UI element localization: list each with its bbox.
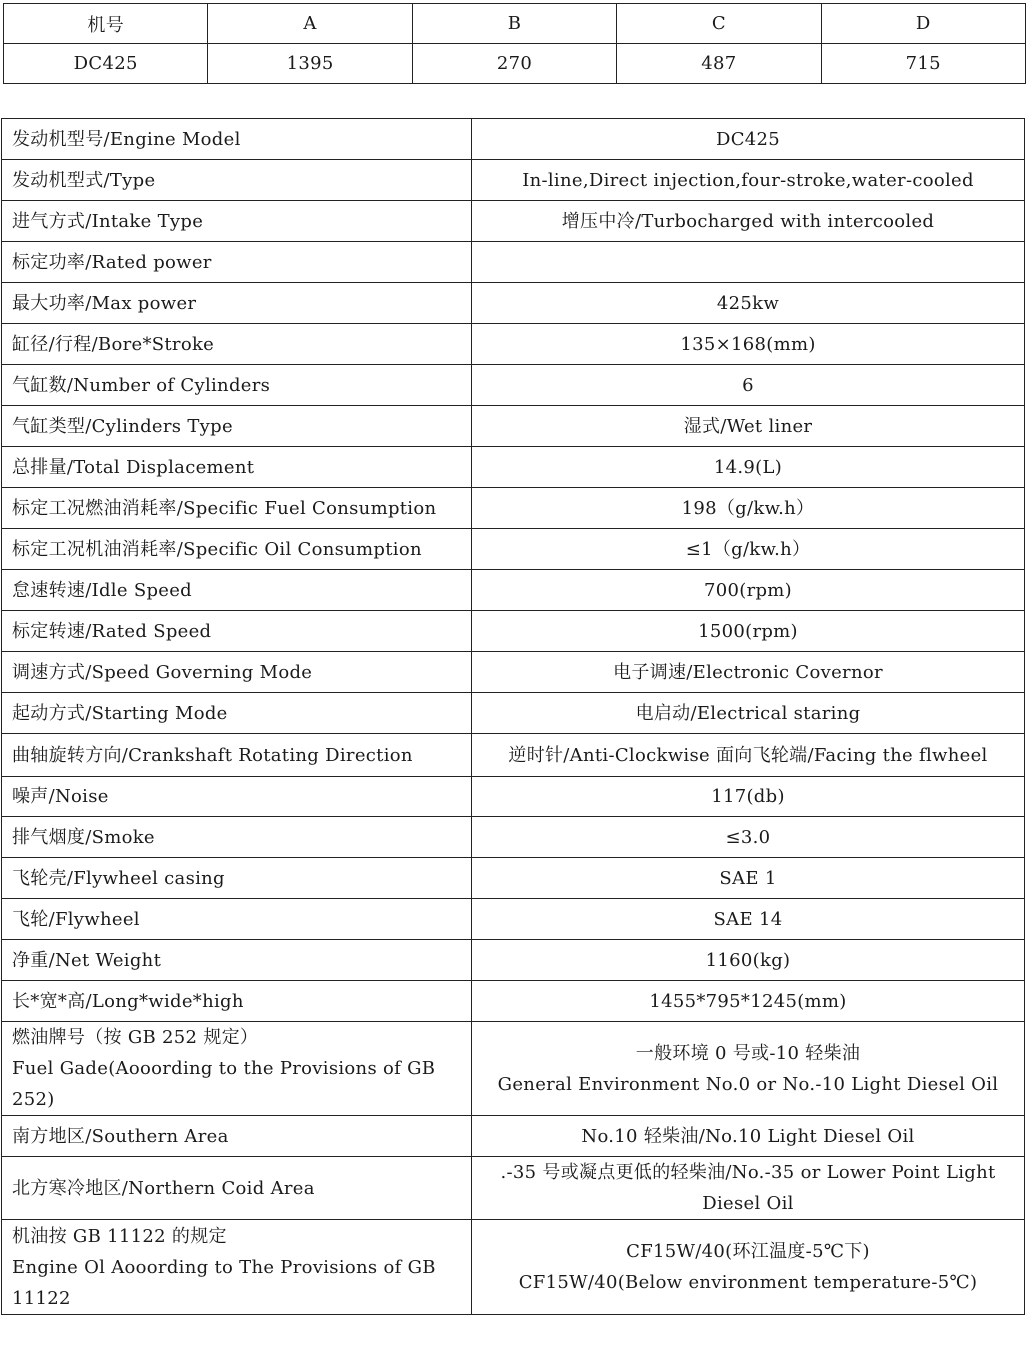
spec-row [2, 817, 1025, 858]
spec-row [2, 858, 1025, 899]
header-cell-a: A [208, 4, 412, 44]
spec-row [2, 488, 1025, 529]
spec-value [472, 1116, 1025, 1157]
spec-value [472, 488, 1025, 529]
spec-label-line: 怠速转速/Idle Speed [12, 579, 193, 601]
spec-label [2, 406, 472, 447]
spec-value-line: 6 [742, 374, 754, 396]
spec-label-line: 燃油牌号（按 GB 252 规定） [12, 1027, 259, 1048]
spec-label-line: 气缸数/Number of Cylinders [12, 374, 271, 396]
spec-label-line: 进气方式/Intake Type [12, 210, 204, 232]
spec-label [2, 693, 472, 734]
spec-row [2, 283, 1025, 324]
spec-row [2, 940, 1025, 981]
spec-label-line: 机油按 GB 11122 的规定 [12, 1225, 227, 1247]
spec-value [472, 1220, 1025, 1315]
spec-label-line: 标定转速/Rated Speed [12, 620, 212, 642]
spec-label [2, 447, 472, 488]
spec-value [472, 160, 1025, 201]
spec-row [2, 570, 1025, 611]
spec-value [472, 447, 1025, 488]
spec-row [2, 119, 1025, 160]
spec-label-line: 11122 [12, 1287, 71, 1309]
data-cell-c: 487 [617, 44, 821, 84]
spec-row [2, 324, 1025, 365]
spec-value [472, 1157, 1025, 1220]
spec-label [2, 981, 472, 1022]
spec-label-line: 排气烟度/Smoke [12, 826, 155, 848]
spec-label [2, 899, 472, 940]
spec-row [2, 693, 1025, 734]
spec-label [2, 858, 472, 899]
spec-row [2, 365, 1025, 406]
spec-label-line: 飞轮/Flywheel [12, 908, 140, 930]
spec-value-line: 增压中冷/Turbocharged with intercooled [561, 210, 935, 232]
spec-label [2, 1220, 472, 1315]
spec-label-line: 长*宽*高/Long*wide*high [12, 990, 244, 1012]
spec-row [2, 406, 1025, 447]
spec-value-line: 1160(kg) [705, 949, 791, 971]
spec-label [2, 160, 472, 201]
spec-value-line: .-35 号或凝点更低的轻柴油/No.-35 or Lower Point Light [500, 1162, 996, 1183]
spec-value-line: 电启动/Electrical staring [635, 702, 861, 724]
spec-row [2, 447, 1025, 488]
spec-row [2, 652, 1025, 693]
header-cell-model: 机号 [4, 4, 208, 44]
spec-value-line: 117(db) [711, 786, 785, 807]
spec-label [2, 1157, 472, 1220]
header-cell-d: D [821, 4, 1025, 44]
spec-label-line: 标定功率/Rated power [12, 251, 212, 273]
spec-label-line: 调速方式/Speed Governing Mode [12, 661, 313, 683]
spec-label [2, 529, 472, 570]
spec-label-line: 总排量/Total Displacement [12, 456, 255, 478]
spec-value [472, 529, 1025, 570]
spec-value [472, 734, 1025, 777]
spec-label-line: 发动机型式/Type [12, 169, 156, 191]
spec-label-line: 净重/Net Weight [12, 949, 162, 971]
spec-value-line: 1500(rpm) [698, 620, 798, 642]
spec-row [2, 899, 1025, 940]
spec-label-line: 252) [12, 1089, 55, 1110]
spec-label-line: 曲轴旋转方向/Crankshaft Rotating Direction [12, 744, 413, 766]
spec-row [2, 734, 1025, 777]
spec-label [2, 817, 472, 858]
spec-value [472, 899, 1025, 940]
data-cell-b: 270 [412, 44, 616, 84]
spec-row [2, 1220, 1025, 1315]
spec-label-line: 气缸类型/Cylinders Type [12, 415, 233, 437]
spec-value [472, 940, 1025, 981]
spec-label [2, 242, 472, 283]
spec-label-line: 最大功率/Max power [12, 292, 197, 314]
spec-value [472, 365, 1025, 406]
spec-label [2, 777, 472, 817]
spec-label-line: 北方寒冷地区/Northern Coid Area [12, 1177, 315, 1199]
spec-label [2, 201, 472, 242]
data-cell-model: DC425 [4, 44, 208, 84]
spec-label [2, 734, 472, 777]
spec-label-line: 南方地区/Southern Area [12, 1125, 229, 1147]
spec-value [472, 858, 1025, 899]
spec-value [472, 119, 1025, 160]
spec-value [472, 693, 1025, 734]
header-cell-b: B [412, 4, 616, 44]
spec-label [2, 365, 472, 406]
spec-label-line: Engine Ol Aooording to The Provisions of GB [12, 1256, 436, 1278]
spec-row [2, 1157, 1025, 1220]
spec-label [2, 283, 472, 324]
spec-label [2, 611, 472, 652]
spec-label-line: 飞轮壳/Flywheel casing [12, 867, 225, 889]
spec-value [472, 1022, 1025, 1116]
spec-label-line: 发动机型号/Engine Model [12, 128, 241, 150]
dimension-table [3, 3, 1026, 84]
spec-label [2, 652, 472, 693]
spec-value [472, 777, 1025, 817]
dimension-data-row [4, 44, 1026, 84]
spec-value-line: 一般环境 0 号或-10 轻柴油 [635, 1042, 861, 1064]
spec-value-line: CF15W/40(Below environment temperature-5℃) [518, 1272, 978, 1293]
spec-label-line: 起动方式/Starting Mode [12, 702, 228, 724]
spec-value-line: ≤1（g/kw.h） [685, 538, 811, 560]
spec-value-line: DC425 [715, 128, 781, 150]
spec-value-line: ≤3.0 [725, 826, 771, 848]
spec-row [2, 160, 1025, 201]
spec-value [472, 570, 1025, 611]
spec-value-line: 700(rpm) [704, 579, 792, 601]
spec-label-line: Fuel Gade(Aooording to the Provisions of GB [12, 1058, 436, 1079]
spec-label-line: 噪声/Noise [12, 786, 109, 807]
spec-value-line: 425kw [716, 292, 780, 314]
spec-row [2, 981, 1025, 1022]
spec-value-line: SAE 1 [719, 867, 777, 889]
spec-value [472, 981, 1025, 1022]
spec-row [2, 529, 1025, 570]
spec-value [472, 283, 1025, 324]
spec-value-line: 电子调速/Electronic Covernor [613, 661, 883, 683]
spec-label-line: 标定工况机油消耗率/Specific Oil Consumption [12, 538, 422, 560]
spec-row [2, 242, 1025, 283]
spec-label [2, 570, 472, 611]
spec-label [2, 1116, 472, 1157]
spec-label [2, 488, 472, 529]
spec-label [2, 1022, 472, 1116]
spec-value-line: 14.9(L) [713, 456, 783, 478]
data-cell-d: 715 [821, 44, 1025, 84]
spec-row [2, 201, 1025, 242]
spec-value-line: 135×168(mm) [680, 333, 816, 355]
spec-value [472, 652, 1025, 693]
spec-value [472, 324, 1025, 365]
spec-value-line: SAE 14 [713, 908, 783, 930]
spec-value [472, 242, 1025, 283]
header-cell-c: C [617, 4, 821, 44]
dimension-header-row [4, 4, 1026, 44]
spec-label [2, 940, 472, 981]
spec-value-line: CF15W/40(环江温度-5℃下) [626, 1241, 870, 1262]
spec-value-line: No.10 轻柴油/No.10 Light Diesel Oil [581, 1125, 915, 1147]
spec-label-line: 标定工况燃油消耗率/Specific Fuel Consumption [12, 497, 437, 519]
spec-label [2, 119, 472, 160]
spec-value-line: In-line,Direct injection,four-stroke,water-cooled [522, 169, 974, 191]
spec-value-line: Diesel Oil [702, 1193, 794, 1214]
spec-value-line: General Environment No.0 or No.-10 Light Diesel Oil [497, 1073, 999, 1095]
spec-table [1, 118, 1025, 1315]
spec-value-line: 1455*795*1245(mm) [649, 990, 847, 1012]
spec-row [2, 611, 1025, 652]
spec-value-line: 湿式/Wet liner [683, 415, 813, 437]
spec-label-line: 缸径/行程/Bore*Stroke [12, 333, 215, 355]
spec-label [2, 324, 472, 365]
spec-row [2, 1116, 1025, 1157]
spec-value [472, 201, 1025, 242]
spec-value-line: 逆时针/Anti-Clockwise 面向飞轮端/Facing the flwheel [508, 744, 988, 766]
spec-row [2, 1022, 1025, 1116]
spec-value [472, 817, 1025, 858]
spec-value-line: 198（g/kw.h） [681, 497, 815, 519]
spec-value [472, 406, 1025, 447]
spec-value [472, 611, 1025, 652]
spec-row [2, 777, 1025, 817]
data-cell-a: 1395 [208, 44, 412, 84]
